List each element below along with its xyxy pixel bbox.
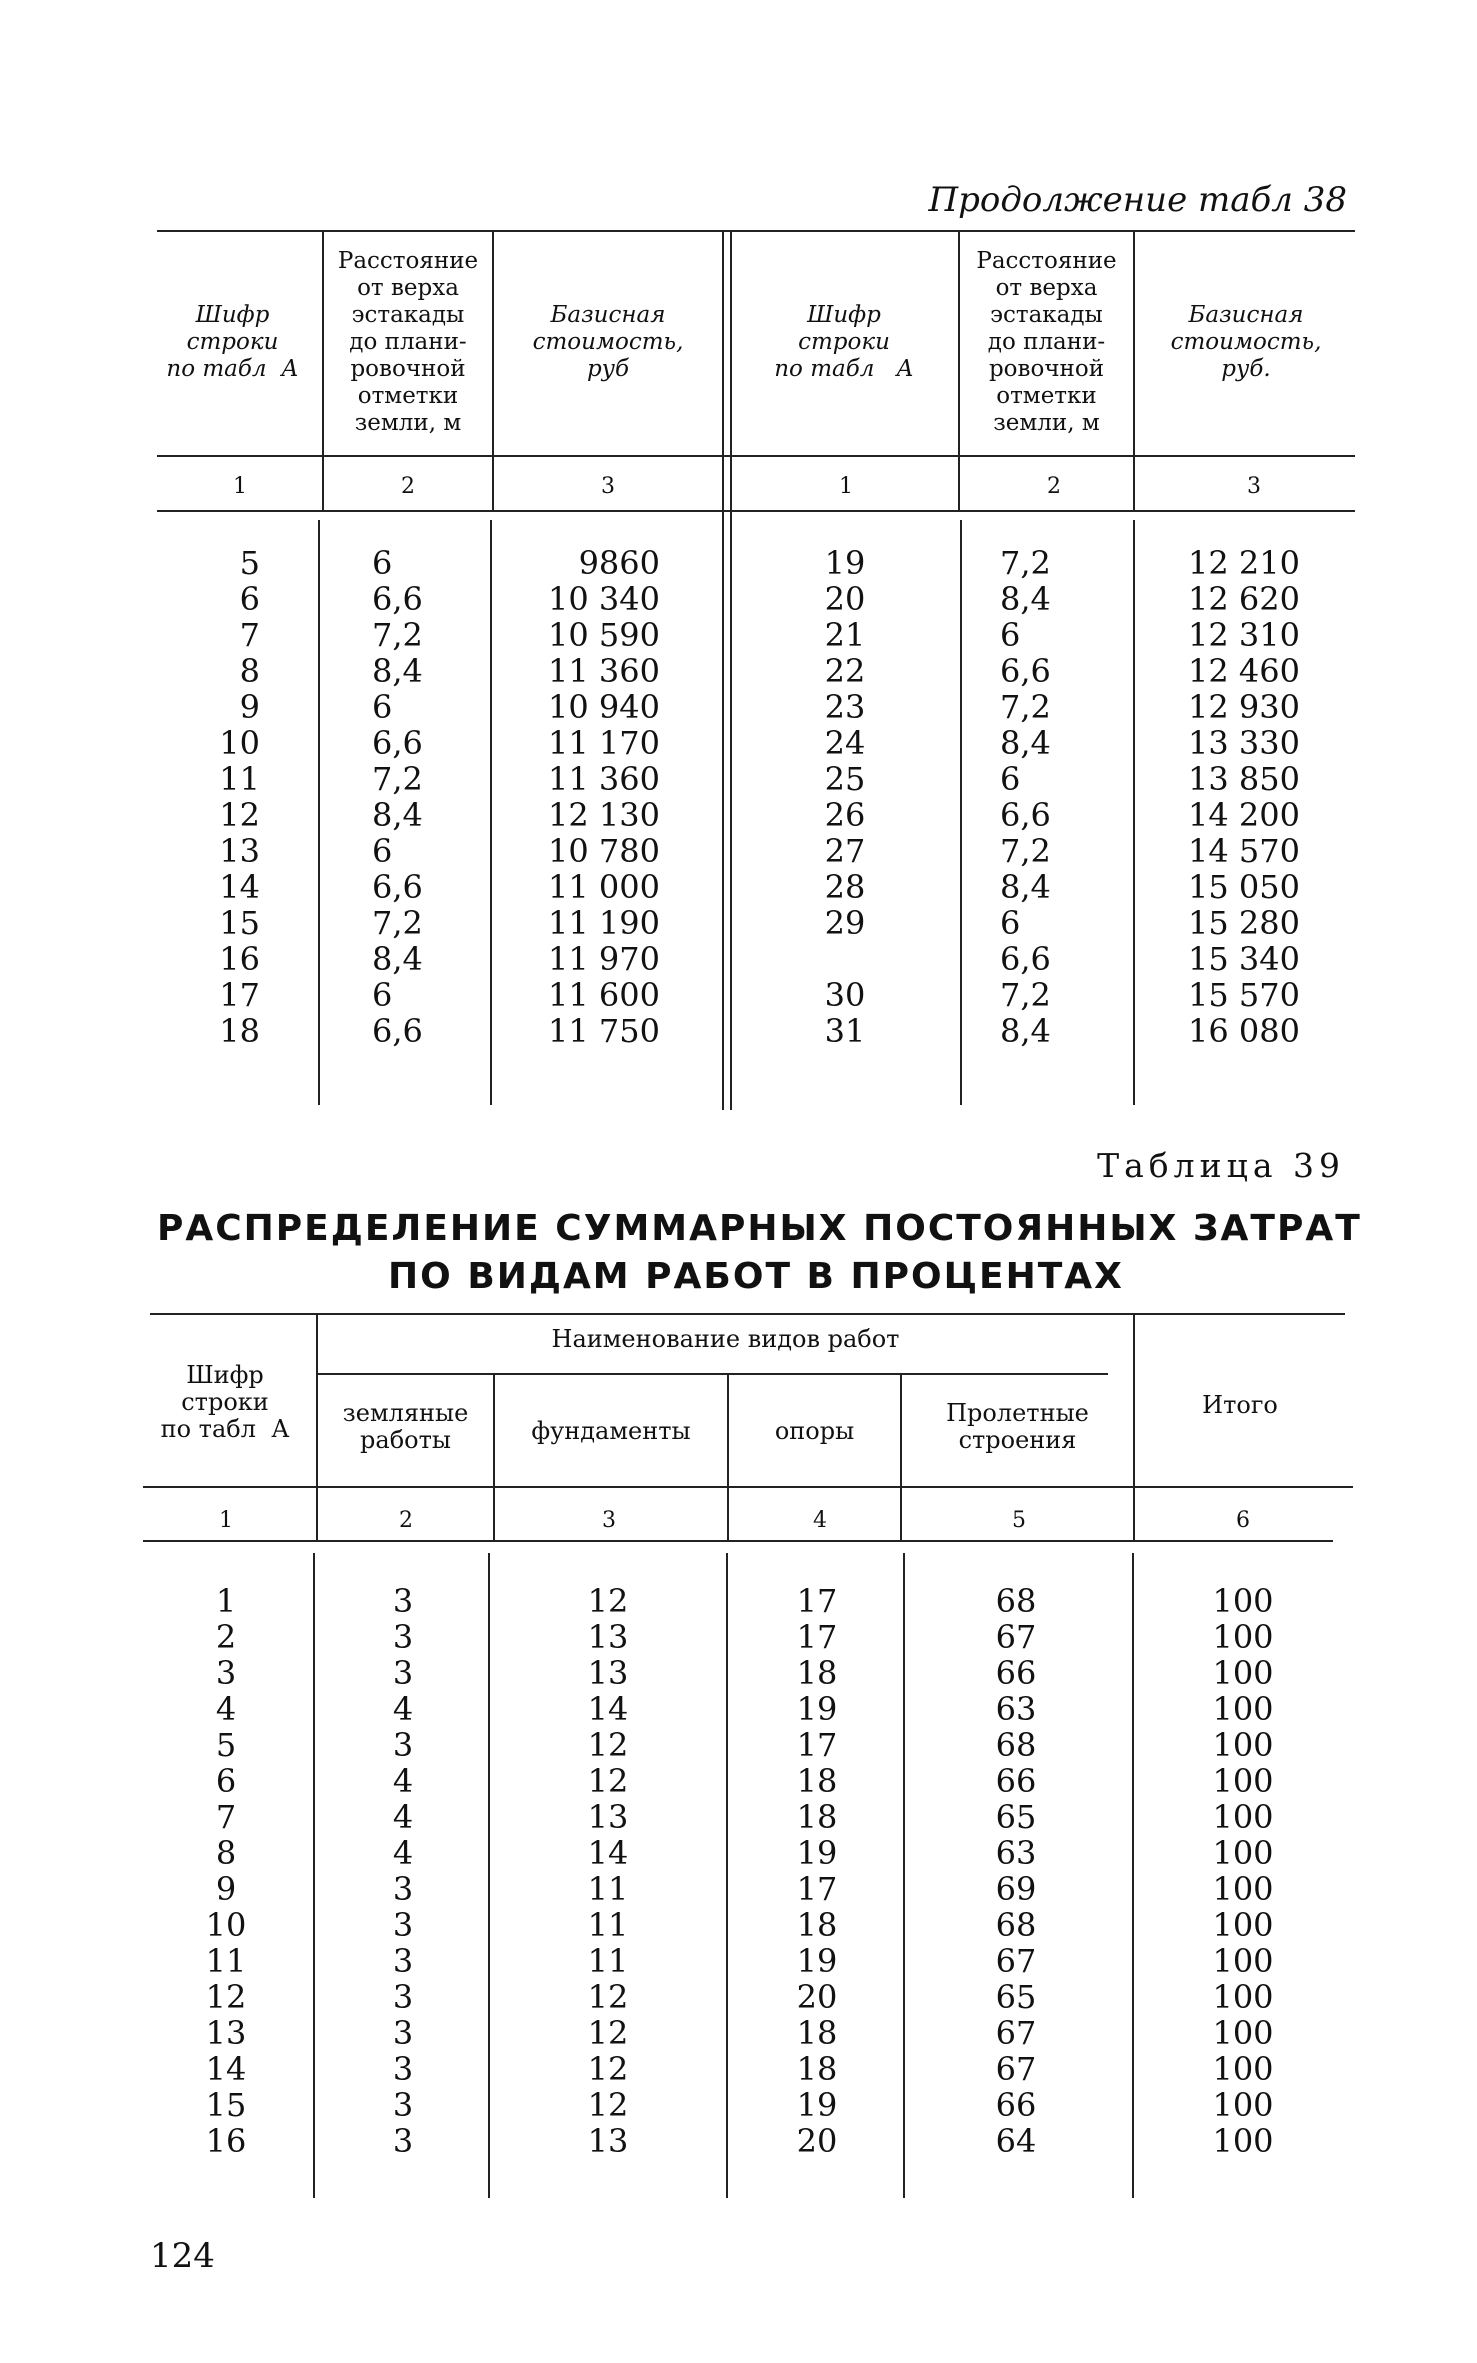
table38-vline-2b — [490, 520, 492, 1105]
table-cell: 100 — [1212, 1798, 1274, 1836]
table-cell: 11 — [205, 1942, 247, 1980]
table-cell: 17 — [796, 1726, 838, 1764]
table-cell: 11 190 — [548, 904, 660, 942]
table38-costs-left — [520, 545, 660, 1049]
table-cell: 8,4 — [372, 940, 423, 978]
table-cell: 7,2 — [1000, 832, 1051, 870]
table39-top-rule — [150, 1313, 1345, 1315]
table-cell: 6 — [372, 832, 393, 870]
table38-top-rule — [157, 230, 1355, 232]
table-cell: 100 — [1212, 1906, 1274, 1944]
table-cell: 6 — [1000, 904, 1021, 942]
table38-colnum: 2 — [401, 474, 415, 499]
table-cell: 8,4 — [1000, 724, 1051, 762]
table-cell: 15 570 — [1188, 976, 1300, 1014]
table-cell: 6,6 — [1000, 940, 1051, 978]
table-cell: 15 — [205, 2086, 247, 2124]
table-cell: 69 — [995, 1870, 1037, 1908]
table-cell: 7,2 — [372, 616, 423, 654]
table39-earth — [363, 1583, 443, 2159]
table-cell: 12 310 — [1188, 616, 1300, 654]
table38-colnum: 3 — [601, 474, 615, 499]
table39-header-spans: Пролетные строения — [946, 1399, 1089, 1454]
table39-vline-3 — [727, 1373, 729, 1540]
table-cell: 8 — [215, 1834, 237, 1872]
table-cell: 67 — [995, 2050, 1037, 2088]
table38-distances-left — [372, 545, 482, 1049]
table-cell: 68 — [995, 1582, 1037, 1620]
table39-group-rule — [318, 1373, 1108, 1375]
table39-header-rule — [143, 1486, 1353, 1488]
table38-colnum-rule — [157, 510, 1355, 512]
table-cell: 100 — [1212, 1870, 1274, 1908]
table-cell: 15 — [219, 904, 260, 942]
table-cell: 18 — [796, 1762, 838, 1800]
table-cell: 66 — [995, 1762, 1037, 1800]
table-cell: 11 750 — [548, 1012, 660, 1050]
table-cell: 10 340 — [548, 580, 660, 618]
table38-costs-right — [1160, 545, 1300, 1049]
table38-colnum: 3 — [1247, 474, 1261, 499]
table-cell: 16 080 — [1188, 1012, 1300, 1050]
table-cell: 18 — [796, 2050, 838, 2088]
table39-colnum: 4 — [813, 1508, 827, 1533]
table-continued-label: Продолжение табл 38 — [928, 180, 1347, 220]
table39-totals — [1198, 1583, 1288, 2159]
table-cell: 29 — [824, 904, 866, 942]
table-cell: 100 — [1212, 1582, 1274, 1620]
table39-vline-4b — [903, 1553, 905, 2198]
table-cell: 65 — [995, 1798, 1037, 1836]
table-cell: 3 — [392, 1870, 414, 1908]
table-cell: 6 — [1000, 760, 1021, 798]
table-cell: 100 — [1212, 2014, 1274, 2052]
table38-codes-left — [180, 545, 260, 1049]
table-cell: 14 — [587, 1834, 629, 1872]
table-cell: 3 — [392, 1906, 414, 1944]
table-cell: 3 — [392, 2014, 414, 2052]
table39-vline-2b — [488, 1553, 490, 2198]
table-cell: 100 — [1212, 1978, 1274, 2016]
table38-colnum: 1 — [839, 474, 853, 499]
table-cell: 100 — [1212, 1654, 1274, 1692]
table38-vline-1b — [318, 520, 320, 1105]
table-cell: 8,4 — [372, 652, 423, 690]
table-cell: 2 — [215, 1618, 237, 1656]
table39-vline-1b — [313, 1553, 315, 2198]
table-cell: 30 — [824, 976, 866, 1014]
table38-header-distance-right: Расстояние от верха эстакады до плани- ровочной отметки земли, м — [976, 248, 1117, 436]
table-cell: 64 — [995, 2122, 1037, 2160]
table-cell: 6 — [215, 1762, 237, 1800]
table-cell: 6,6 — [372, 1012, 423, 1050]
table-cell: 13 — [587, 1618, 629, 1656]
table39-foundations — [568, 1583, 648, 2159]
table39-codes — [186, 1583, 266, 2159]
table38-header-cost-right: Базисная стоимость, руб. — [1170, 302, 1322, 382]
table-cell: 14 — [219, 868, 260, 906]
table-cell: 4 — [215, 1690, 237, 1728]
table-cell: 26 — [824, 796, 866, 834]
table39-vline-2 — [493, 1373, 495, 1540]
table-cell — [800, 941, 890, 977]
table-cell: 12 — [587, 2086, 629, 2124]
table-cell: 11 600 — [548, 976, 660, 1014]
table-cell: 12 — [587, 1762, 629, 1800]
table-cell: 3 — [392, 2086, 414, 2124]
table-cell: 11 970 — [548, 940, 660, 978]
table-cell: 12 210 — [1188, 544, 1300, 582]
table38-distances-right — [1000, 545, 1110, 1049]
table-cell: 68 — [995, 1906, 1037, 1944]
table-cell: 12 — [219, 796, 260, 834]
table39-vline-4 — [900, 1373, 902, 1540]
table-cell: 12 130 — [548, 796, 660, 834]
table-cell: 10 940 — [548, 688, 660, 726]
table-cell: 19 — [796, 1690, 838, 1728]
table-cell: 10 590 — [548, 616, 660, 654]
table-cell: 18 — [796, 1654, 838, 1692]
table-cell: 14 570 — [1188, 832, 1300, 870]
table-cell: 7,2 — [1000, 976, 1051, 1014]
table-cell: 8,4 — [1000, 868, 1051, 906]
table39-colnum: 3 — [602, 1508, 616, 1533]
table38-colnum: 1 — [233, 474, 247, 499]
table-cell: 6,6 — [1000, 652, 1051, 690]
table-cell: 7,2 — [372, 904, 423, 942]
table38-header-cost: Базисная стоимость, руб — [532, 302, 684, 382]
table-cell: 12 — [587, 1582, 629, 1620]
table39-header-earth: земляные работы — [342, 1399, 469, 1454]
table39-vline-3b — [726, 1553, 728, 2198]
table-cell: 66 — [995, 2086, 1037, 2124]
table-cell: 17 — [219, 976, 260, 1014]
table38-vline-4b — [960, 520, 962, 1105]
table-cell: 100 — [1212, 2050, 1274, 2088]
table39-colnum: 2 — [399, 1508, 413, 1533]
table-cell: 13 — [219, 832, 260, 870]
table-cell: 9 — [215, 1870, 237, 1908]
table39-colnum: 1 — [219, 1508, 233, 1533]
table-cell: 1 — [215, 1582, 237, 1620]
table-cell: 19 — [796, 1834, 838, 1872]
table-cell: 15 340 — [1188, 940, 1300, 978]
table39-header-total: Итого — [1202, 1391, 1278, 1419]
table-cell: 63 — [995, 1690, 1037, 1728]
table-cell: 3 — [215, 1654, 237, 1692]
table38-colnum: 2 — [1047, 474, 1061, 499]
table-cell: 100 — [1212, 2086, 1274, 2124]
table-cell: 7 — [215, 1798, 237, 1836]
table39-spans — [976, 1583, 1056, 2159]
table-cell: 12 — [587, 1726, 629, 1764]
table-cell: 7,2 — [1000, 544, 1051, 582]
table38-codes-right — [800, 545, 890, 1049]
table-cell: 27 — [824, 832, 866, 870]
table-cell: 3 — [392, 2122, 414, 2160]
table-cell: 10 — [205, 1906, 247, 1944]
table-cell: 12 460 — [1188, 652, 1300, 690]
table-cell: 19 — [796, 2086, 838, 2124]
table-cell: 13 — [587, 2122, 629, 2160]
table-cell: 17 — [796, 1618, 838, 1656]
table-cell: 7,2 — [372, 760, 423, 798]
table-cell: 14 200 — [1188, 796, 1300, 834]
table39-vline-5b — [1132, 1553, 1134, 2198]
table-cell: 25 — [824, 760, 866, 798]
table-cell: 6 — [1000, 616, 1021, 654]
table-cell: 10 780 — [548, 832, 660, 870]
page-number: 124 — [150, 2236, 215, 2276]
table-cell: 100 — [1212, 1942, 1274, 1980]
table-cell: 11 000 — [548, 868, 660, 906]
table-cell: 4 — [392, 1762, 414, 1800]
table39-colnum: 6 — [1236, 1508, 1250, 1533]
table-cell: 3 — [392, 2050, 414, 2088]
table-cell: 67 — [995, 1942, 1037, 1980]
table-cell: 28 — [824, 868, 866, 906]
table-cell: 63 — [995, 1834, 1037, 1872]
table-cell: 100 — [1212, 1834, 1274, 1872]
table-cell: 11 — [587, 1870, 629, 1908]
table-cell: 15 280 — [1188, 904, 1300, 942]
table-cell: 13 — [587, 1798, 629, 1836]
table-cell: 12 930 — [1188, 688, 1300, 726]
table-cell: 14 — [587, 1690, 629, 1728]
table-cell: 16 — [219, 940, 260, 978]
table39-label: Таблица 39 — [1097, 1146, 1345, 1185]
table39-header-foundations: фундаменты — [531, 1417, 691, 1445]
table-cell: 67 — [995, 2014, 1037, 2052]
table-cell: 66 — [995, 1654, 1037, 1692]
table-cell: 6,6 — [372, 868, 423, 906]
table-cell: 100 — [1212, 1726, 1274, 1764]
table-cell: 7 — [239, 616, 260, 654]
table-cell: 12 620 — [1188, 580, 1300, 618]
table-cell: 6,6 — [1000, 796, 1051, 834]
table-cell: 9860 — [578, 544, 660, 582]
table-cell: 6,6 — [372, 580, 423, 618]
table-cell: 18 — [796, 1798, 838, 1836]
table-cell: 19 — [796, 1942, 838, 1980]
table39-colnum-rule — [143, 1540, 1333, 1542]
table-cell: 3 — [392, 1942, 414, 1980]
table-cell: 19 — [824, 544, 866, 582]
table-cell: 8,4 — [1000, 580, 1051, 618]
table-cell: 6 — [372, 976, 393, 1014]
table38-header-code: Шифр строки по табл А — [166, 302, 299, 382]
table-cell: 6,6 — [372, 724, 423, 762]
table-cell: 8,4 — [372, 796, 423, 834]
table-cell: 100 — [1212, 2122, 1274, 2160]
table-cell: 12 — [587, 1978, 629, 2016]
table-cell: 100 — [1212, 1762, 1274, 1800]
table-cell: 13 850 — [1188, 760, 1300, 798]
table-cell: 15 050 — [1188, 868, 1300, 906]
table-cell: 31 — [824, 1012, 866, 1050]
table38-header-code-right: Шифр строки по табл А — [774, 302, 914, 382]
table-cell: 17 — [796, 1582, 838, 1620]
table-cell: 22 — [824, 652, 866, 690]
table-cell: 16 — [205, 2122, 247, 2160]
table-cell: 3 — [392, 1978, 414, 2016]
table-cell: 100 — [1212, 1618, 1274, 1656]
table-cell: 11 170 — [548, 724, 660, 762]
table-cell: 5 — [239, 544, 260, 582]
table-cell: 6 — [372, 544, 393, 582]
table-cell: 4 — [392, 1690, 414, 1728]
table-cell: 21 — [824, 616, 866, 654]
table-cell: 20 — [796, 2122, 838, 2160]
table-cell: 8 — [239, 652, 260, 690]
table-cell: 11 — [219, 760, 260, 798]
table-cell: 6 — [372, 688, 393, 726]
table-cell: 8,4 — [1000, 1012, 1051, 1050]
table-cell: 4 — [392, 1798, 414, 1836]
table-cell: 100 — [1212, 1690, 1274, 1728]
table-cell: 11 360 — [548, 760, 660, 798]
table-cell: 5 — [215, 1726, 237, 1764]
table-cell: 9 — [239, 688, 260, 726]
table39-vline-5 — [1133, 1313, 1135, 1540]
table39-title: РАСПРЕДЕЛЕНИЕ СУММАРНЫХ ПОСТОЯННЫХ ЗАТРАТ ПО ВИДАМ РАБОТ В ПРОЦЕНТАХ — [157, 1208, 1362, 1297]
table-cell: 3 — [392, 1654, 414, 1692]
table38-header-distance: Расстояние от верха эстакады до плани- ровочной отметки земли, м — [337, 248, 479, 436]
table39-supports — [777, 1583, 857, 2159]
table-cell: 11 — [587, 1906, 629, 1944]
table-cell: 14 — [205, 2050, 247, 2088]
table39-header-group: Наименование видов работ — [551, 1325, 900, 1353]
table-cell: 18 — [219, 1012, 260, 1050]
table-cell: 3 — [392, 1582, 414, 1620]
table38-vline-5b — [1133, 520, 1135, 1105]
table-cell: 23 — [824, 688, 866, 726]
table-cell: 13 — [205, 2014, 247, 2052]
table39-colnum: 5 — [1012, 1508, 1026, 1533]
table-cell: 68 — [995, 1726, 1037, 1764]
table-cell: 3 — [392, 1618, 414, 1656]
table-cell: 6 — [239, 580, 260, 618]
table-cell: 17 — [796, 1870, 838, 1908]
table-cell: 13 — [587, 1654, 629, 1692]
table-cell: 24 — [824, 724, 866, 762]
table-cell: 3 — [392, 1726, 414, 1764]
table-cell: 11 — [587, 1942, 629, 1980]
table-cell: 12 — [587, 2050, 629, 2088]
table-cell: 12 — [587, 2014, 629, 2052]
table39-header-code: Шифр строки по табл А — [160, 1361, 290, 1443]
table-cell: 12 — [205, 1978, 247, 2016]
table38-header-rule — [157, 455, 1355, 457]
table-cell: 7,2 — [1000, 688, 1051, 726]
table-cell: 65 — [995, 1978, 1037, 2016]
table-cell: 18 — [796, 2014, 838, 2052]
table-cell: 18 — [796, 1906, 838, 1944]
table-cell: 10 — [219, 724, 260, 762]
table-cell: 67 — [995, 1618, 1037, 1656]
table39-header-supports: опоры — [774, 1417, 855, 1445]
table-cell: 20 — [796, 1978, 838, 2016]
table-cell: 11 360 — [548, 652, 660, 690]
table-cell: 13 330 — [1188, 724, 1300, 762]
table-cell: 20 — [824, 580, 866, 618]
table-cell: 4 — [392, 1834, 414, 1872]
